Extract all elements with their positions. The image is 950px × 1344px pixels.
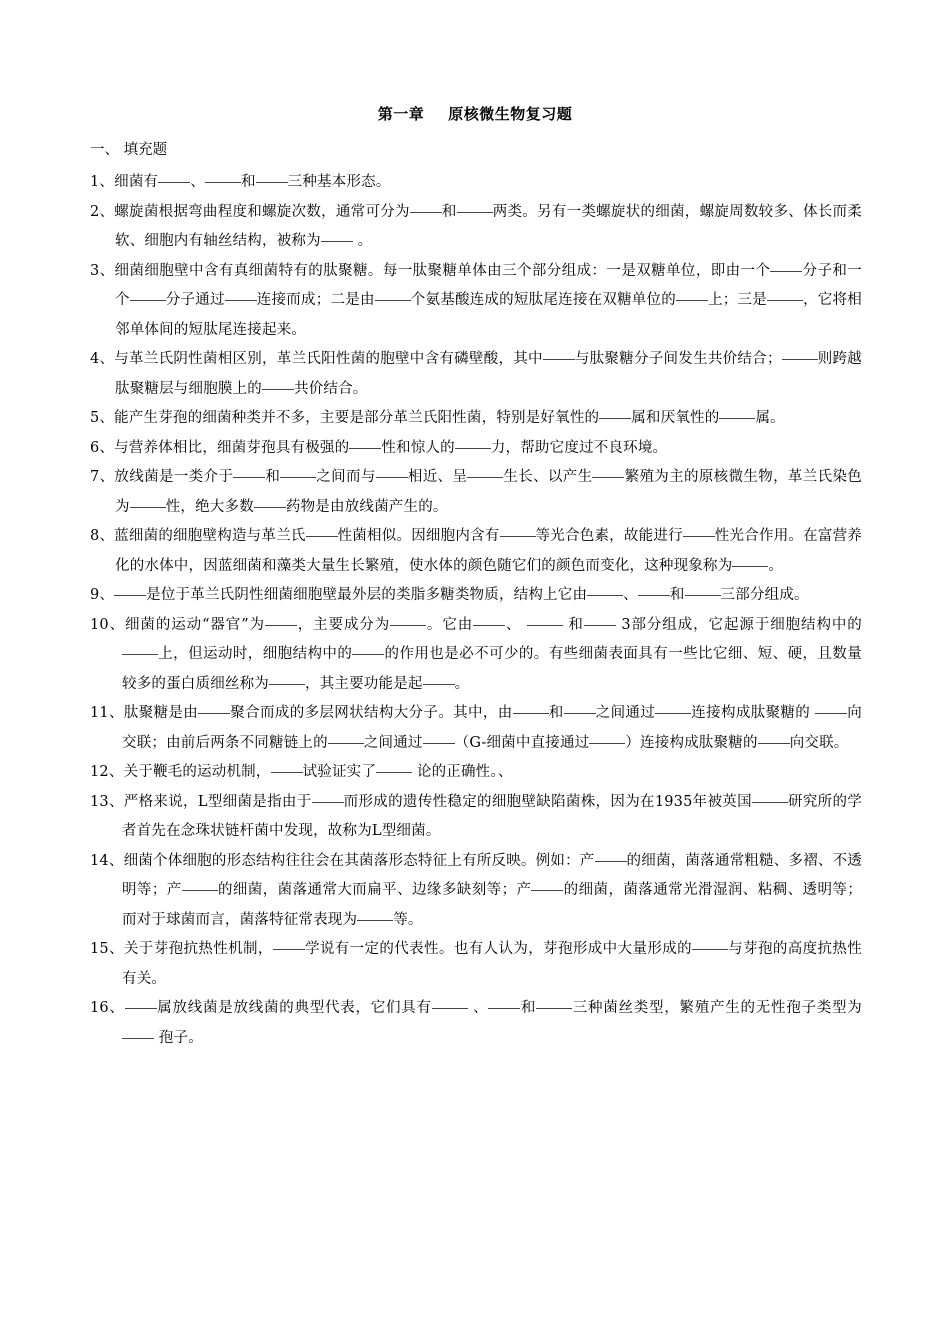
section-heading: 一、 填充题 xyxy=(90,142,168,158)
answer-blank[interactable] xyxy=(306,535,338,537)
question-list xyxy=(90,168,862,1053)
answer-blank[interactable] xyxy=(198,712,230,714)
answer-blank[interactable] xyxy=(758,742,790,744)
answer-blank[interactable] xyxy=(423,742,455,744)
question-text: 性菌相似。因细胞内含有 xyxy=(337,528,500,544)
answer-blank[interactable] xyxy=(473,624,505,626)
question-item xyxy=(90,168,862,198)
answer-blank[interactable] xyxy=(390,624,426,626)
question-text: 性，绝大多数 xyxy=(165,498,254,515)
question-text: ）连接构成肽聚糖的 xyxy=(625,734,758,751)
answer-blank[interactable] xyxy=(269,683,305,685)
question-text: 则跨越肽聚糖层与细胞膜上的 xyxy=(115,351,862,397)
question-text: 15、关于芽孢抗热性机制， xyxy=(90,941,273,957)
chapter-number: 第一章 xyxy=(377,105,425,123)
answer-blank[interactable] xyxy=(692,948,728,950)
question-item xyxy=(90,434,862,464)
question-item xyxy=(90,198,862,257)
question-item xyxy=(90,788,862,847)
answer-blank[interactable] xyxy=(321,240,353,242)
answer-blank[interactable] xyxy=(587,594,623,596)
answer-blank[interactable] xyxy=(122,1037,154,1039)
question-text: 属和厌氧性的 xyxy=(631,410,720,426)
answer-blank[interactable] xyxy=(752,801,788,803)
answer-blank[interactable] xyxy=(114,594,146,596)
answer-blank[interactable] xyxy=(676,299,708,301)
answer-blank[interactable] xyxy=(376,771,412,773)
question-text: 孢子。 xyxy=(154,1029,203,1046)
question-text: 和 xyxy=(548,705,564,721)
question-text: 药物是由放线菌产生的。 xyxy=(285,498,448,515)
question-item xyxy=(90,758,862,788)
answer-blank[interactable] xyxy=(527,624,563,626)
answer-blank[interactable] xyxy=(455,447,491,449)
question-text: 分子和一个 xyxy=(115,262,862,308)
question-text: 12、关于鞭毛的运动机制， xyxy=(90,764,271,780)
answer-blank[interactable] xyxy=(125,1007,157,1009)
answer-blank[interactable] xyxy=(767,299,803,301)
question-text: 4、与革兰氏阴性菌相区别，革兰氏阳性菌的胞壁中含有磷壁酸，其中 xyxy=(90,351,543,367)
question-text: 。 xyxy=(768,557,784,574)
answer-blank[interactable] xyxy=(280,476,316,478)
answer-blank[interactable] xyxy=(357,919,393,921)
question-text: 与肽聚糖分子间发生共价结合； xyxy=(574,351,782,367)
answer-blank[interactable] xyxy=(352,653,384,655)
question-text: 两类。另有一类螺旋状的细菌，螺旋周数较多、体长而柔软、细胞内有轴丝结构，被称为 xyxy=(115,203,863,249)
question-text: 繁殖为主的原核微生物，革兰氏染色为 xyxy=(115,469,862,515)
question-item xyxy=(90,522,862,581)
answer-blank[interactable] xyxy=(271,771,303,773)
answer-blank[interactable] xyxy=(467,476,503,478)
question-text: 2、螺旋菌根据弯曲程度和螺旋次数，通常可分为 xyxy=(90,203,410,220)
answer-blank[interactable] xyxy=(410,211,442,213)
question-text: 性光合作用。在富营养化的水体中，因蓝细菌和藻类大量生长繁殖，使水体的颜色随它们的颜色而变化，这种现象称为 xyxy=(115,528,863,574)
question-text: 。它由 xyxy=(426,616,474,633)
question-item xyxy=(90,257,862,346)
answer-blank[interactable] xyxy=(265,624,297,626)
answer-blank[interactable] xyxy=(312,801,344,803)
question-text: 的作用也是必不可少的。有些细菌表面具有一些比它细、短、硬，且数量较多的蛋白质细丝称为 xyxy=(122,646,862,692)
question-item xyxy=(90,404,862,434)
answer-blank[interactable] xyxy=(595,860,627,862)
answer-blank[interactable] xyxy=(584,624,616,626)
question-text: 分子通过 xyxy=(165,292,225,308)
question-text: 向交联；由前后两条不同糖链上的 xyxy=(122,705,862,751)
question-text: 学说有一定的代表性。也有人认为，芽孢形成中大量形成的 xyxy=(304,941,692,957)
question-text: 3、细菌细胞壁中含有真细菌特有的肽聚糖。每一肽聚糖单体由三个部分组成：一是双糖单位，即由一个 xyxy=(90,262,771,279)
answer-blank[interactable] xyxy=(500,535,536,537)
question-text: 14、细菌个体细胞的形态结构往往会在其菌落形态特征上有所反映。例如：产 xyxy=(90,852,595,869)
question-text: 之间通过 xyxy=(363,734,423,751)
answer-blank[interactable] xyxy=(262,388,294,390)
question-text: 上，但运动时，细胞结构中的 xyxy=(158,646,353,662)
question-text: 、 xyxy=(623,587,638,603)
question-text: 5、能产生芽孢的细菌种类并不多，主要是部分革兰氏阳性菌，特别是好氧性的 xyxy=(90,410,600,426)
answer-blank[interactable] xyxy=(273,948,305,950)
question-item xyxy=(90,611,862,700)
question-text: （G-细菌中直接通过 xyxy=(454,734,590,751)
answer-blank[interactable] xyxy=(536,1007,572,1009)
question-text: 论的正确性。、 xyxy=(412,764,513,780)
answer-blank[interactable] xyxy=(256,181,288,183)
answer-blank[interactable] xyxy=(782,358,818,360)
question-text: 等光合色素，故能进行 xyxy=(535,528,683,544)
answer-blank[interactable] xyxy=(328,742,364,744)
question-text: 三部分组成。 xyxy=(720,587,809,603)
question-text: 和 xyxy=(562,616,584,633)
answer-blank[interactable] xyxy=(531,889,563,891)
answer-blank[interactable] xyxy=(564,712,596,714)
question-text: 和 xyxy=(240,174,256,190)
answer-blank[interactable] xyxy=(233,476,265,478)
question-item xyxy=(90,994,862,1053)
question-text: 性和惊人的 xyxy=(381,439,455,456)
question-text: 三种菌丝类型，繁殖产生的无性孢子类型为 xyxy=(572,1000,862,1016)
question-text: 10、细菌的运动“器官”为 xyxy=(90,616,265,633)
question-text: 和 xyxy=(441,203,457,220)
answer-blank[interactable] xyxy=(158,181,190,183)
answer-blank[interactable] xyxy=(130,506,166,508)
question-text: 、 xyxy=(190,174,205,190)
question-text: 的细菌，菌落通常大而扁平、边缘多缺刻等；产 xyxy=(217,882,532,898)
question-text: 9、 xyxy=(90,587,115,603)
question-text: 3部分组成，它起源于细胞结构中的 xyxy=(615,616,862,633)
chapter-title xyxy=(0,103,950,124)
question-text: 研究所的学者首先在念珠状链杆菌中发现，故称为L型细菌。 xyxy=(122,793,863,839)
answer-blank[interactable] xyxy=(376,476,408,478)
answer-blank[interactable] xyxy=(683,535,715,537)
question-text: 三种基本形态。 xyxy=(287,174,391,190)
question-text: 连接而成；二是由 xyxy=(256,292,375,308)
question-text: 聚合而成的多层网状结构大分子。其中，由 xyxy=(230,705,513,721)
question-text: 向交联。 xyxy=(789,734,849,751)
question-text: 。 xyxy=(352,233,373,249)
question-text: 1、细菌有 xyxy=(90,174,159,190)
answer-blank[interactable] xyxy=(770,270,802,272)
question-text: 等。 xyxy=(393,911,423,928)
question-text: 之间通过 xyxy=(595,705,656,721)
question-text: 相近、呈 xyxy=(407,469,468,485)
answer-blank[interactable] xyxy=(592,476,624,478)
question-text: 连接构成肽聚糖的 xyxy=(691,705,816,721)
question-text: 的细菌，菌落通常光滑湿润、粘稠、透明等；而对于球菌而言，菌落特征常表现为 xyxy=(122,882,862,928)
question-text: 8、蓝细菌的细胞壁构造与革兰氏 xyxy=(90,528,306,544)
question-text: 个氨基酸连成的短肽尾连接在双糖单位的 xyxy=(410,292,677,308)
answer-blank[interactable] xyxy=(638,594,670,596)
question-item xyxy=(90,935,862,994)
answer-blank[interactable] xyxy=(130,299,166,301)
answer-blank[interactable] xyxy=(655,712,691,714)
answer-blank[interactable] xyxy=(543,358,575,360)
answer-blank[interactable] xyxy=(122,653,158,655)
answer-blank[interactable] xyxy=(423,683,455,685)
question-item xyxy=(90,847,862,936)
answer-blank[interactable] xyxy=(732,565,768,567)
answer-blank[interactable] xyxy=(349,447,381,449)
question-text: 而形成的遗传性稳定的细胞壁缺陷菌株，因为在1935年被英国 xyxy=(343,793,752,810)
question-text: 13、严格来说，L型细菌是指由于 xyxy=(90,793,312,810)
question-text: 上；三是 xyxy=(708,292,768,308)
answer-blank[interactable] xyxy=(225,299,257,301)
answer-blank[interactable] xyxy=(685,594,721,596)
question-text: 是位于革兰氏阴性细菌细胞壁最外层的类脂多糖类物质，结构上它由 xyxy=(146,587,588,603)
answer-blank[interactable] xyxy=(182,889,218,891)
question-text: 与芽孢的高度抗热性有关。 xyxy=(122,941,862,987)
question-text: 、 xyxy=(467,1000,489,1016)
question-text: 属。 xyxy=(755,410,785,426)
question-text: 之间而与 xyxy=(316,469,376,485)
question-item xyxy=(90,581,862,611)
question-text: 6、与营养体相比，细菌芽孢具有极强的 xyxy=(90,439,350,456)
question-item xyxy=(90,699,862,758)
answer-blank[interactable] xyxy=(457,211,493,213)
question-text: 的细菌，菌落通常粗糙、多褶、不透明等；产 xyxy=(122,852,863,898)
question-text: 。 xyxy=(454,675,470,692)
answer-blank[interactable] xyxy=(719,417,755,419)
answer-blank[interactable] xyxy=(815,712,847,714)
answer-blank[interactable] xyxy=(599,417,631,419)
answer-blank[interactable] xyxy=(254,506,286,508)
question-text: 和 xyxy=(669,587,685,603)
question-item xyxy=(90,463,862,522)
answer-blank[interactable] xyxy=(589,742,625,744)
answer-blank[interactable] xyxy=(375,299,411,301)
question-text: 和 xyxy=(520,1000,537,1016)
answer-blank[interactable] xyxy=(432,1007,468,1009)
question-text: 属放线菌是放线菌的典型代表，它们具有 xyxy=(156,1000,432,1016)
answer-blank[interactable] xyxy=(205,181,241,183)
question-item xyxy=(90,345,862,404)
question-text: ，主要成分为 xyxy=(296,616,391,633)
chapter-name: 原核微生物复习题 xyxy=(448,105,573,123)
answer-blank[interactable] xyxy=(513,712,549,714)
question-text: ，它将相邻单体间的短肽尾连接起来。 xyxy=(115,292,862,338)
question-text: 力，帮助它度过不良环境。 xyxy=(490,439,668,456)
question-text: 共价结合。 xyxy=(294,380,368,397)
question-text: 试验证实了 xyxy=(302,764,377,780)
question-text: 和 xyxy=(265,469,281,485)
question-text: 11、肽聚糖是由 xyxy=(90,705,199,721)
question-text: 生长、以产生 xyxy=(503,469,593,485)
question-text: 16、 xyxy=(90,1000,125,1016)
question-text: ，其主要功能是起 xyxy=(305,675,423,692)
answer-blank[interactable] xyxy=(488,1007,520,1009)
question-text: 7、放线菌是一类介于 xyxy=(90,469,234,485)
question-text: 、 xyxy=(505,616,527,633)
